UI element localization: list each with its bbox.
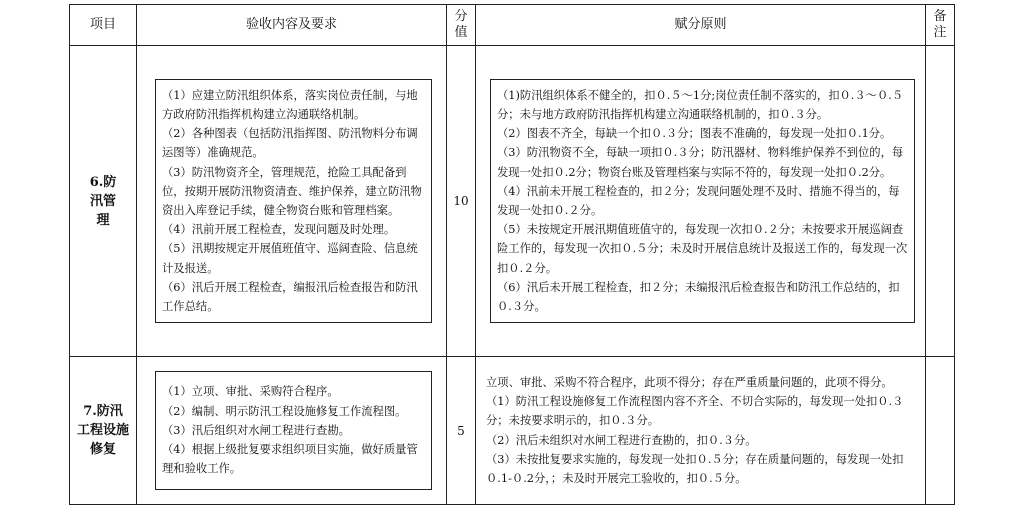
rule-line: （1）防汛工程设施修复工作流程图内容不齐全、不切合实际的，每发现一处扣０.３分；未按要求明示的，扣０.３分。 <box>486 395 904 428</box>
requirement-line: （2）各种图表（包括防汛指挥图、防汛物料分布调运图等）准确规范。 <box>162 127 418 160</box>
note-cell <box>926 46 955 357</box>
rule-line: （2）图表不齐全，每缺一个扣０.３分；图表不准确的，每发现一处扣０.1分。 <box>497 127 892 141</box>
header-content: 验收内容及要求 <box>137 5 447 46</box>
rule-line: （6）汛后未开展工程检查，扣２分；未编报汛后检查报告和防汛工作总结的，扣０.３分。 <box>497 280 900 314</box>
requirement-line: （2）编制、明示防汛工程设施修复工作流程图。 <box>162 404 407 418</box>
requirement-line: （5）汛期按规定开展值班值守、巡阔查险、信息统计及报送。 <box>162 242 418 275</box>
rule-line: （2）汛后未组织对水闸工程进行查勘的，扣０.３分。 <box>486 433 757 447</box>
requirement-line: （1）应建立防汛组织体系，落实岗位责任制，与地方政府防汛指挥机构建立沟通联络机制。 <box>162 88 418 121</box>
rule-line: 立项、审批、采购不符合程序，此项不得分；存在严重质量问题的，此项不得分。 <box>486 375 893 389</box>
rule-line: （3）未按批复要求实施的，每发现一处扣０.５分；存在质量问题的，每发现一处扣０.1-０.2分，；未及时开展完工验收的，扣０.５分。 <box>486 452 904 485</box>
score-cell: 10 <box>447 46 476 357</box>
table-row <box>70 357 955 505</box>
header-rule: 赋分原则 <box>476 5 926 46</box>
requirement-line: （3）汛后组织对水闸工程进行查勘。 <box>162 423 350 437</box>
requirements-cell <box>137 46 447 357</box>
requirements-cell <box>137 357 447 505</box>
table-row <box>70 46 955 357</box>
rules-cell <box>476 357 926 505</box>
score-cell: 5 <box>447 357 476 505</box>
header-note: 备注 <box>926 5 955 46</box>
rules-cell <box>476 46 926 357</box>
requirement-line: （4）根据上级批复要求组织项目实施，做好质量管理和验收工作。 <box>162 443 418 476</box>
item-cell: 6.防汛管理 <box>70 46 137 357</box>
header-row <box>70 5 955 46</box>
rule-line: （1)防汛组织体系不健全的，扣０.５～1分;岗位责任制不落实的，扣０.３～０.５分；未与地方政府防汛指挥机构建立沟通联络机制的，扣０.３分。 <box>497 88 904 121</box>
note-cell <box>926 357 955 505</box>
header-item: 项目 <box>70 5 137 46</box>
rule-line: （5）未按规定开展汛期值班值守的，每发现一次扣０.２分；未按要求开展巡阔查险工作的，每发现一次扣０.５分；未及时开展信息统计及报送工作的，每发现一次扣０.２分。 <box>497 223 908 275</box>
header-score: 分值 <box>447 5 476 46</box>
rule-line: （3）防汛物资不全，每缺一项扣０.３分；防汛器材、物料维护保养不到位的，每发现一处扣０.2分；物资台账及管理档案与实际不符的，每发现一处扣０.2分。 <box>497 146 904 179</box>
acceptance-table <box>69 4 955 505</box>
item-cell: 7.防汛工程设施修复 <box>70 357 137 505</box>
rule-line: （4）汛前未开展工程检查的，扣２分；发现问题处理不及时、措施不得当的，每发现一处扣０.２分。 <box>497 184 900 217</box>
requirement-line: （3）防汛物资齐全，管理规范，抢险工具配备到位，按期开展防汛物资清查、维护保养，建立防汛物资出入库登记手续，健全物资台账和管理档案。 <box>162 165 422 217</box>
requirement-line: （6）汛后开展工程检查，编报汛后检查报告和防汛工作总结。 <box>162 280 418 314</box>
requirement-line: （1）立项、审批、采购符合程序。 <box>162 385 339 399</box>
requirement-line: （4）汛前开展工程检查，发现问题及时处理。 <box>162 223 396 237</box>
